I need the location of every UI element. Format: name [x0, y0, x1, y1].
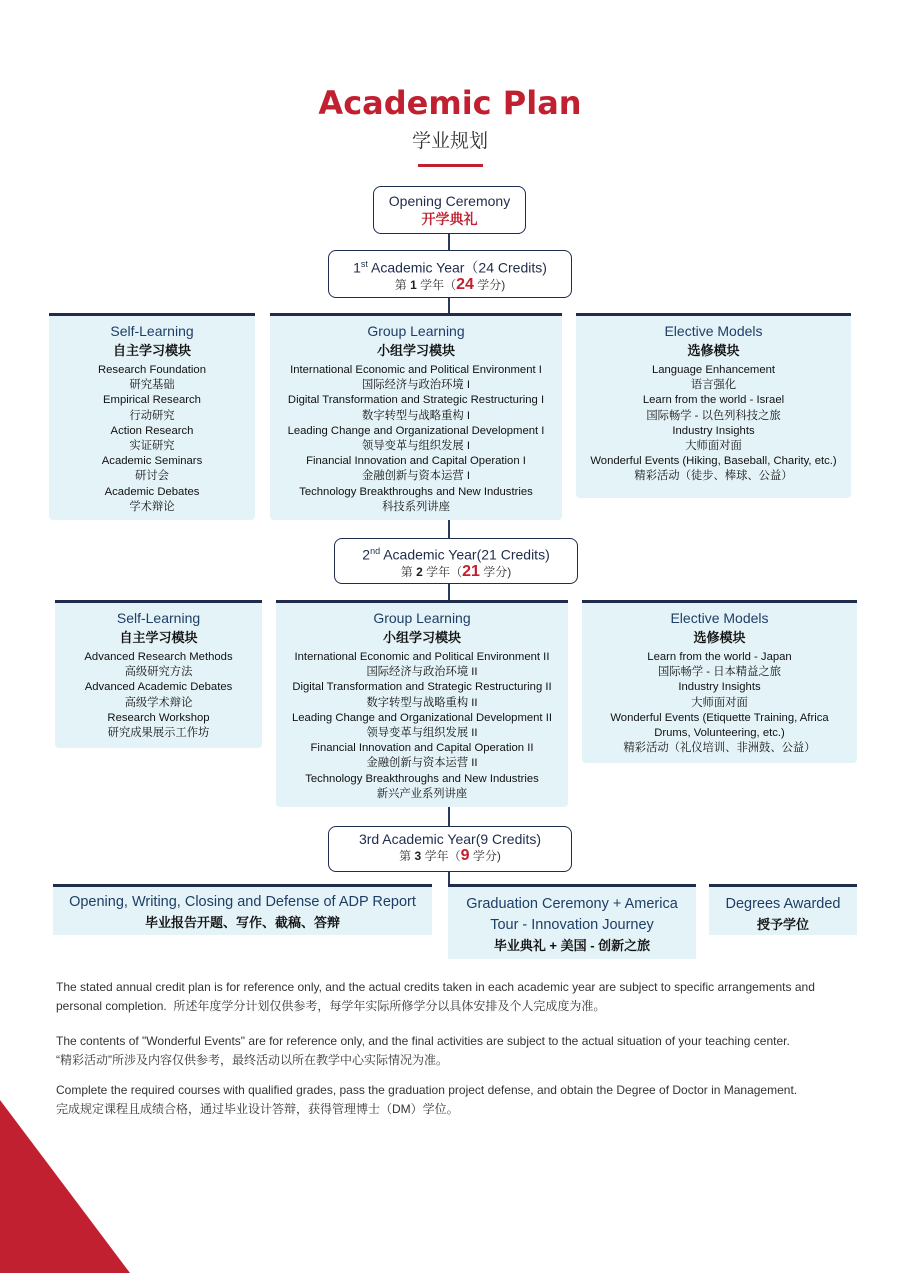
connector-line: [448, 583, 450, 601]
panel-title-en: Group Learning: [367, 323, 465, 339]
final-zh: 毕业典礼 + 美国 - 创新之旅: [493, 938, 651, 953]
panel-item: 研讨会: [135, 470, 169, 483]
panel-item: 新兴产业系列讲座: [376, 787, 468, 800]
degrees-awarded-panel: [709, 884, 857, 935]
panel-item: 高级学术辩论: [124, 696, 193, 709]
panel-item: 大师面对面: [691, 696, 748, 709]
panel-title-en: Elective Models: [664, 323, 763, 339]
year-3-en: 3rd Academic Year(9 Credits): [358, 831, 542, 847]
panel-item: 金融创新与资本运营 II: [366, 757, 478, 770]
corner-triangle-decoration: [0, 1100, 135, 1273]
y2-group-learning-panel: [276, 600, 568, 807]
title-underline: [418, 164, 483, 167]
year-2-en: Academic Year(21 Credits): [383, 546, 550, 563]
panel-item: 精彩活动（礼仪培训、非洲鼓、公益）: [623, 742, 816, 755]
panel-item-list: [276, 650, 568, 802]
opening-en: Opening Ceremony: [388, 193, 511, 209]
panel-item: 大师面对面: [685, 440, 742, 453]
panel-item: 研究基础: [129, 379, 175, 392]
year-2-sup: nd: [370, 546, 381, 556]
year-2-num: 2: [362, 546, 371, 563]
year-2-zh-pre: 第: [400, 564, 413, 579]
year-3-node: [328, 826, 572, 872]
panel-item-list: [582, 650, 857, 756]
panel-title-zh: 选修模块: [687, 343, 740, 358]
panel-item: 金融创新与资本运营 I: [362, 470, 470, 483]
note-credit-plan: [56, 978, 861, 1016]
panel-item: International Economic and Political Environment II: [294, 651, 550, 663]
year-1-zh-num: 1: [410, 277, 417, 292]
adp-report-panel: [53, 884, 432, 935]
y2-elective-panel: [582, 600, 857, 763]
year-2-zh-post: 学分): [483, 564, 512, 579]
panel-item: Technology Breakthroughs and New Industries: [299, 485, 533, 498]
panel-title-en: Self-Learning: [116, 610, 201, 626]
panel-item: 数字转型与战略重构 I: [362, 409, 470, 422]
panel-title-zh: 自主学习模块: [112, 343, 191, 358]
year-3-zh-num: 3: [414, 849, 422, 863]
panel-item: Wonderful Events (Etiquette Training, Africa: [610, 711, 829, 724]
year-3-credits: 9: [460, 847, 470, 864]
panel-item: 国际经济与政治环境 I: [362, 379, 470, 392]
year-1-node: [328, 250, 572, 298]
year-1-zh-pre: 第: [394, 277, 407, 292]
note-degree-requirements: [56, 1081, 861, 1119]
panel-item: 领导变革与组织发展 I: [362, 440, 470, 453]
panel-item: 领导变革与组织发展 II: [366, 727, 478, 740]
note-en: The contents of "Wonderful Events" are for reference only, and the final activities are subject to the actual situation of your teaching center.: [56, 1034, 790, 1048]
panel-item: Drums, Volunteering, etc.): [654, 727, 785, 740]
panel-item: Empirical Research: [103, 394, 201, 407]
y1-group-learning-panel: [270, 313, 562, 520]
final-en: Degrees Awarded: [725, 896, 841, 912]
year-1-credits: 24: [456, 275, 474, 293]
opening-zh: 开学典礼: [421, 211, 478, 227]
note-zh: “精彩活动”所涉及内容仅供参考，最终活动以所在教学中心实际情况为准。: [56, 1053, 448, 1067]
note-en: Complete the required courses with qualified grades, pass the graduation project defense, and obtain the Degree of Doctor in Management.: [56, 1083, 798, 1097]
panel-item: 国际经济与政治环境 II: [366, 666, 478, 679]
panel-title-en: Elective Models: [670, 610, 769, 626]
panel-title-en: Self-Learning: [110, 323, 194, 339]
connector-line: [448, 807, 450, 827]
y1-elective-panel: [576, 313, 851, 498]
connector-line: [448, 519, 450, 539]
panel-item: Digital Transformation and Strategic Restructuring I: [287, 394, 545, 407]
panel-item: 语言强化: [690, 379, 737, 392]
panel-item: Industry Insights: [678, 681, 761, 694]
panel-item: Advanced Research Methods: [84, 651, 233, 663]
panel-item-list: [55, 650, 262, 741]
panel-item: 学术辩论: [129, 500, 175, 513]
panel-item: Advanced Academic Debates: [84, 681, 233, 694]
panel-item: Wonderful Events (Hiking, Baseball, Charity, etc.): [590, 455, 837, 468]
opening-ceremony-node: [373, 186, 526, 234]
year-1-en: Academic Year（24 Credits): [371, 259, 547, 276]
y1-self-learning-panel: [49, 313, 255, 520]
panel-item-list: [49, 363, 255, 515]
panel-title-zh: 小组学习模块: [382, 630, 461, 645]
page-title: Academic Plan: [318, 84, 582, 122]
panel-item: Leading Change and Organizational Development I: [287, 424, 545, 437]
panel-item: Academic Debates: [104, 485, 200, 498]
panel-item: Technology Breakthroughs and New Industries: [305, 772, 539, 785]
panel-item: Financial Innovation and Capital Operation I: [306, 455, 526, 468]
year-3-zh-mid: 学年（: [424, 849, 461, 863]
year-2-node: [334, 538, 578, 584]
panel-title-zh: 选修模块: [693, 630, 746, 645]
panel-item: 研究成果展示工作坊: [107, 727, 210, 740]
year-2-zh-mid: 学年（: [426, 564, 463, 579]
panel-item-list: [270, 363, 562, 515]
final-zh: 毕业报告开题、写作、截稿、答辩: [144, 915, 340, 930]
year-1-zh-mid: 学年（: [420, 277, 457, 292]
panel-title-zh: 小组学习模块: [376, 343, 455, 358]
note-zh: 所述年度学分计划仅供参考，每学年实际所修学分以具体安排及个人完成度为准。: [173, 999, 606, 1013]
panel-item: Digital Transformation and Strategic Restructuring II: [292, 681, 552, 694]
panel-item-list: [576, 363, 851, 485]
panel-item: 精彩活动（徒步、棒球、公益）: [634, 470, 793, 483]
final-en: Graduation Ceremony + America: [466, 896, 678, 912]
panel-item: Action Research: [110, 424, 194, 437]
year-1-num: 1: [353, 259, 361, 276]
panel-item: Industry Insights: [672, 424, 755, 437]
note-en: The stated annual credit plan is for reference only, and the actual credits taken in each academic year are subject to specific arrangements and personal completion.: [56, 980, 815, 1013]
y2-self-learning-panel: [55, 600, 262, 748]
year-2-zh-num: 2: [416, 564, 423, 579]
year-3-zh-post: 学分): [472, 849, 501, 863]
panel-item: Academic Seminars: [101, 455, 203, 468]
note-zh: 完成规定课程且成绩合格，通过毕业设计答辩，获得管理博士（DM）学位。: [56, 1102, 459, 1116]
panel-item: 实证研究: [129, 440, 175, 453]
panel-item: 高级研究方法: [124, 666, 193, 679]
panel-title-zh: 自主学习模块: [119, 630, 198, 645]
panel-item: Research Workshop: [107, 711, 210, 724]
connector-line: [448, 233, 450, 251]
year-1-sup: st: [360, 259, 368, 269]
panel-title-en: Group Learning: [373, 610, 471, 626]
page-subtitle: 学业规划: [411, 130, 488, 152]
panel-item: Learn from the world - Japan: [647, 651, 792, 663]
panel-item: Leading Change and Organizational Development II: [291, 711, 552, 724]
panel-item: International Economic and Political Environment I: [290, 364, 542, 376]
panel-item: 行动研究: [129, 409, 175, 422]
year-2-credits: 21: [462, 562, 480, 580]
year-3-zh-pre: 第: [399, 849, 412, 863]
year-1-zh-post: 学分): [477, 277, 506, 292]
panel-item: 数字转型与战略重构 II: [366, 696, 478, 709]
panel-item: 科技系列讲座: [382, 500, 450, 513]
panel-item: 国际畅学 - 日本精益之旅: [657, 666, 781, 679]
panel-item: 国际畅学 - 以色列科技之旅: [646, 409, 781, 422]
panel-item: Learn from the world - Israel: [642, 394, 785, 407]
graduation-ceremony-panel: [448, 884, 696, 959]
panel-item: Language Enhancement: [651, 364, 776, 376]
final-zh: 授予学位: [756, 917, 809, 932]
final-en: Opening, Writing, Closing and Defense of ADP Report: [69, 894, 416, 910]
note-wonderful-events: [56, 1032, 861, 1070]
panel-item: Financial Innovation and Capital Operation II: [310, 742, 534, 755]
final-en: Tour - Innovation Journey: [490, 917, 654, 933]
panel-item: Research Foundation: [97, 364, 206, 376]
